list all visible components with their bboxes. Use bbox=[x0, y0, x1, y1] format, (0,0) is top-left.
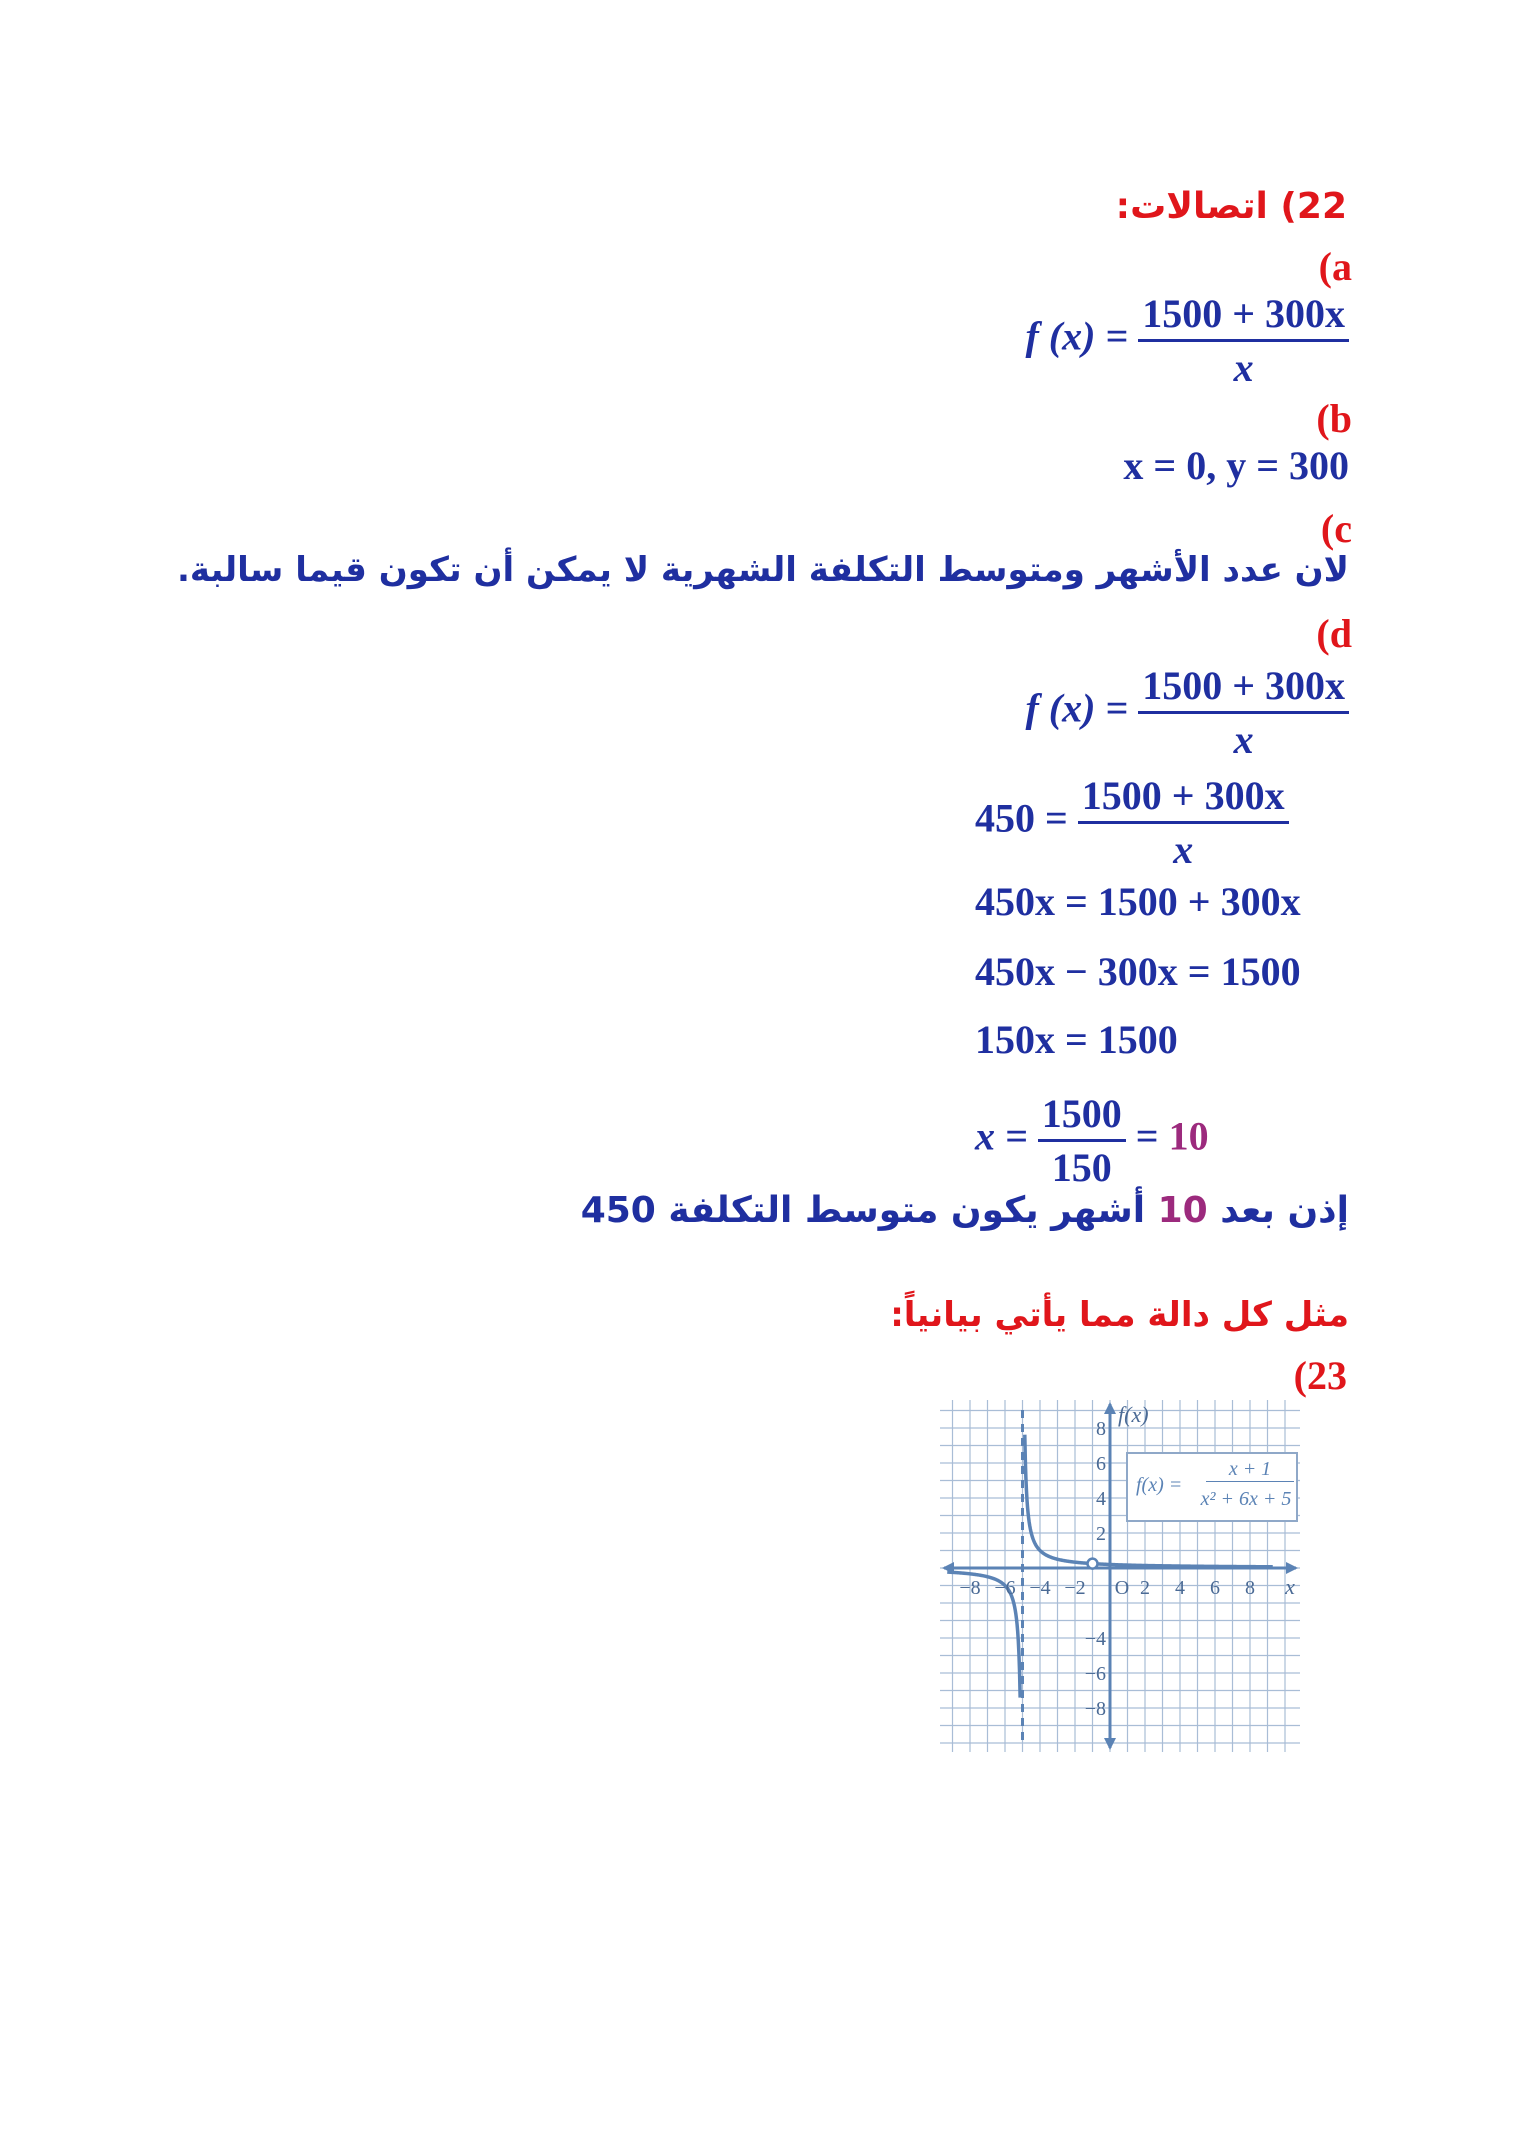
part-d-eq2-numerator: 1500 + 300x bbox=[1078, 772, 1289, 824]
q23-intro: مثل كل دالة مما يأتي بيانياً: bbox=[890, 1295, 1349, 1335]
y-tick-label: −4 bbox=[1084, 1628, 1106, 1650]
q23-label: (23 bbox=[1293, 1353, 1347, 1398]
x-tick-label: −6 bbox=[994, 1577, 1016, 1599]
q22-heading: 22) اتصالات: bbox=[1115, 186, 1347, 227]
part-d-eq1-numerator: 1500 + 300x bbox=[1138, 662, 1349, 714]
part-d-eq2 bbox=[975, 772, 1289, 873]
part-d-eq3: 450x = 1500 + 300x bbox=[975, 879, 1301, 924]
y-tick-label: 2 bbox=[1096, 1523, 1106, 1545]
part-a-lhs: f (x) = bbox=[1025, 313, 1129, 359]
x-tick-label: 6 bbox=[1210, 1577, 1220, 1599]
part-a-fraction bbox=[1138, 290, 1349, 391]
x-axis-label: x bbox=[1285, 1574, 1295, 1599]
conclusion-after: أشهر يكون متوسط التكلفة 450 bbox=[580, 1190, 1146, 1231]
y-tick-label: −6 bbox=[1084, 1663, 1106, 1685]
conclusion-number: 10 bbox=[1157, 1190, 1208, 1231]
x-tick-label: −2 bbox=[1064, 1577, 1086, 1599]
graph-formula-lhs: f(x) = bbox=[1136, 1474, 1183, 1496]
part-d-eq2-denominator: x bbox=[1173, 827, 1194, 872]
y-tick-label: 6 bbox=[1096, 1453, 1106, 1475]
part-b-label: (b bbox=[1316, 396, 1352, 441]
y-axis-arrow-top bbox=[1104, 1402, 1116, 1414]
graph-formula-denominator: x² + 6x + 5 bbox=[1200, 1488, 1292, 1510]
part-d-eq4: 450x − 300x = 1500 bbox=[975, 949, 1301, 994]
y-tick-label: −8 bbox=[1084, 1698, 1106, 1720]
part-c-text: لان عدد الأشهر ومتوسط التكلفة الشهرية لا يمكن أن تكون قيما سالبة. bbox=[176, 550, 1349, 590]
part-d-eq2-lhs: 450 = bbox=[975, 795, 1068, 841]
part-d-eq6 bbox=[975, 1090, 1209, 1191]
x-tick-label: −4 bbox=[1029, 1577, 1051, 1599]
q23-graph bbox=[940, 1400, 1300, 1752]
x-tick-label: 8 bbox=[1245, 1577, 1255, 1599]
x-tick-label: −8 bbox=[959, 1577, 981, 1599]
part-a-numerator: 1500 + 300x bbox=[1138, 290, 1349, 342]
part-d-eq6-equals: = bbox=[1135, 1113, 1159, 1159]
part-d-eq6-result: 10 bbox=[1168, 1113, 1209, 1159]
y-axis-label: f(x) bbox=[1118, 1402, 1149, 1427]
curve-right-branch-tail bbox=[1095, 1564, 1273, 1567]
part-b-equation: x = 0, y = 300 bbox=[1123, 443, 1349, 488]
part-d-label: (d bbox=[1316, 611, 1352, 656]
y-tick-label: 4 bbox=[1096, 1488, 1106, 1510]
y-tick-label: 8 bbox=[1096, 1418, 1106, 1440]
part-d-eq1-lhs: f (x) = bbox=[1025, 685, 1129, 731]
part-a-denominator: x bbox=[1233, 345, 1254, 390]
origin-label: O bbox=[1114, 1577, 1130, 1599]
x-tick-label: 4 bbox=[1175, 1577, 1185, 1599]
part-d-eq5: 150x = 1500 bbox=[975, 1017, 1178, 1062]
graph-formula-box bbox=[1126, 1452, 1298, 1522]
part-a-equation bbox=[1025, 290, 1349, 391]
part-c-label: (c bbox=[1320, 506, 1352, 551]
part-d-eq2-fraction bbox=[1078, 772, 1289, 873]
part-d-eq1-fraction bbox=[1138, 662, 1349, 763]
graph-formula-numerator: x + 1 bbox=[1206, 1458, 1294, 1482]
part-d-conclusion bbox=[581, 1190, 1349, 1231]
part-d-eq1 bbox=[1025, 662, 1349, 763]
conclusion-before: إذن بعد bbox=[1220, 1190, 1349, 1231]
part-d-eq6-denominator: 150 bbox=[1051, 1145, 1112, 1190]
y-axis-arrow-bottom bbox=[1104, 1738, 1116, 1750]
part-a-label: (a bbox=[1318, 244, 1352, 289]
x-tick-label: 2 bbox=[1140, 1577, 1150, 1599]
part-d-eq6-fraction bbox=[1038, 1090, 1126, 1191]
part-d-eq1-denominator: x bbox=[1233, 717, 1254, 762]
part-d-eq6-lhs: x = bbox=[975, 1113, 1028, 1159]
open-circle-hole bbox=[1088, 1559, 1098, 1569]
x-axis-arrow-right bbox=[1286, 1562, 1298, 1574]
part-d-eq6-numerator: 1500 bbox=[1038, 1090, 1126, 1142]
